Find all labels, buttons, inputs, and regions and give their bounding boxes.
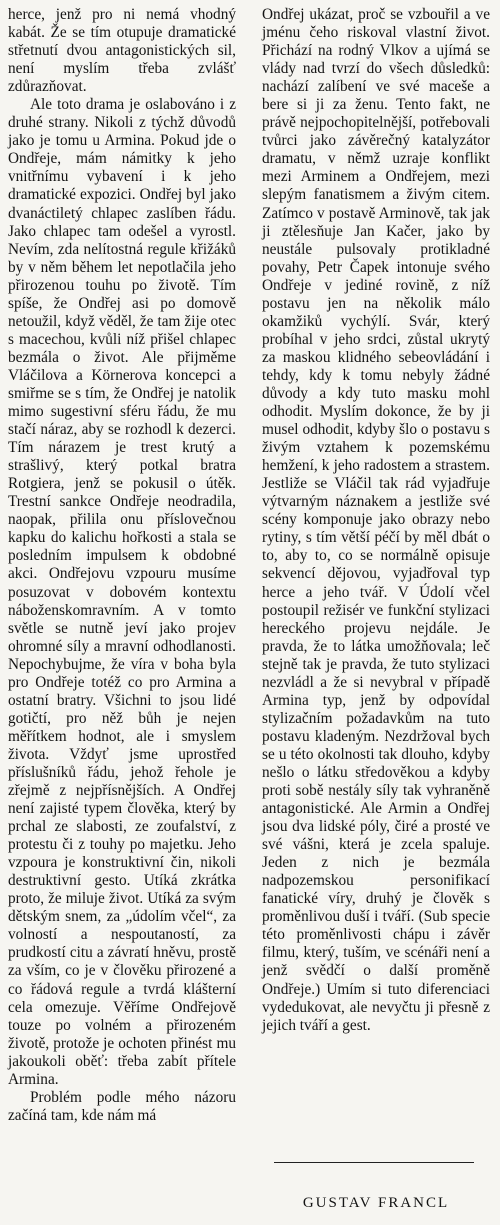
right-text-column: [262, 6, 490, 1035]
paragraph-ondrej-critique: Ale toto drama je oslabováno i z druhé strany. Nikoli z týchž důvodů jako je tomu u Armina. Pokud jde o Ondřeje, mám námitky k jeho vnitřnímu vybavení i k jeho dramatické expozici. Ondřej byl jako dvanáctiletý chlapec zaslíben řádu. Jako chlapec tam odešel a vyrostl. Nevím, zda nelítostná regule křižáků by v něm během let nepotlačila jeho přirozenou touhu po životě. Tím spíše, že Ondřej asi po domově netoužil, když věděl, že tam žije otec s macechou, kvůli níž přišel chlapec bezmála o život. Ale přijměme Vláčilova a Körnerova koncepci a smiřme se s tím, že Ondřej je natolik mimo sugestivní sféru řádu, že mu stačí náraz, aby se rozhodl k dezerci. Tím nárazem je trest krutý a strašlivý, který potkal bratra Rotgiera, jenž se pokusil o útěk. Trestní sankce Ondřeje neodradila, naopak, přilila onu příslovečnou kapku do kalichu hořkosti a stala se posledním impulsem k obdobné akci. Ondřejovu vzpouru musíme posuzovat v dobovém kontextu náboženskomravním. A v tomto světle se nutně jeví jako projev ohromné síly a mravní odhodlanosti. Nepochybujme, že víra v boha byla pro Ondřeje totéž co pro Armina a ostatní bratry. Všichni to jsou lidé gotičtí, pro něž bůh je nejen měřítkem hodnot, ale i smyslem života. Vždyť jsme uprostřed příslušníků řádu, jehož řehole je zřejmě z nejpřísnějších. A Ondřej není zajisté typem člověka, který by prchal ze slabosti, ze zoufalství, z protestu či z touhy po majetku. Jeho vzpoura je konstruktivní čin, nikoli destruktivní gesto. Utíká zkrátka proto, že miluje život. Utíká za svým dětským snem, za „údolím včel“, za volností a nespoutaností, za prudkostí citu a závratí hněvu, prostě za vším, co je v člověku přirozené a co řádová regule a tvrdá klášterní cela omezuje. Věříme Ondřejově touze po volném a přirozeném životě, protože je ochoten přinést mu jakoukoli oběť: třeba zabít přítele Armina.: [8, 96, 236, 1088]
left-text-column: [8, 6, 236, 1125]
author-signature: GUSTAV FRANCL: [302, 1195, 450, 1211]
paragraph-ondrej-continued: Ondřej ukázat, proč se vzbouřil a ve jménu čeho riskoval vlastní život. Přichází na rodný Vlkov a ujímá se vlády nad tvrzí do všech důsledků: nachází zalíbení ve své macešе a bere si ji za ženu. Tento fakt, ne právě nejpochopitelnější, potřebovali tvůrci jako závěrečný katalyzátor dramatu, v němž uzraje konflikt mezi Arminem a Ondřejem, mezi slepým fanatismem a živým citem. Zatímco v postavě Arminově, tak jak ji ztělesňuje Jan Kačer, jako by neustále pulsovaly protikladné povahy, Petr Čapek intonuje svého Ondřeje v jediné rovině, z níž postavu jen na několik málo okamžiků vychýlí. Svár, který probíhal v jeho srdci, zůstal ukrytý za maskou klidného sebeovládání i tehdy, kdy k tomu nebyly žádné důvody a kdy tuto masku mohl odhodit. Myslím dokonce, že by ji musel odhodit, kdyby šlo o postavu s živým vztahem k pozemskému hemžení, k jeho radostem a strastem. Jestliže se Vláčil tak rád vyjadřuje výtvarným náznakem a jestliže své scény komponuje jako obrazy nebo rytiny, s tím větší péčí by měl dbát o to, aby to, co se normálně opisuje sekvencí dějovou, vyjadřoval typ herce a jeho tvář. V Údolí včel postoupil režisér ve funkční stylizaci hereckého projevu nejdále. Je pravda, že to látka umožňovala; leč stejně tak je pravda, že tuto stylizaci nezvládl a že si nevybral v případě Armina typ, jenž by odpovídal stylizačním požadavkům na tuto postavu kladeným. Nezdržoval bych se u této okolnosti tak dlouho, kdyby nešlo o látku středověkou a kdyby proti sobě nestály síly tak vyhraněně antagonistické. Ale Armin a Ondřej jsou dva lidské póly, čiré a prosté ve své vášni, která je zcela spaluje. Jeden z nich je bezmála nadpozemskou personifikací fanatické víry, druhý je člověk s proměnlivou duší i tváří. (Sub specie této proměnlivosti chápu i závěr filmu, který, tuším, ve scénáři není a jenž svědčí o další proměně Ondřeje.) Umím si tuto diferenciaci vydedukovat, ale nevyčtu ji přesně z jejich tváří a gest.: [262, 6, 490, 1034]
paragraph-continued: herce, jenž pro ni nemá vhodný kabát. Že se tím otupuje dramatické střetnutí dvou antagonistických sil, není myslím třeba zvlášť zdůrazňovat.: [8, 6, 236, 96]
paragraph-problem-start: Problém podle mého názoru začíná tam, kde nám má: [8, 1088, 236, 1124]
signature-rule: [274, 1162, 474, 1163]
